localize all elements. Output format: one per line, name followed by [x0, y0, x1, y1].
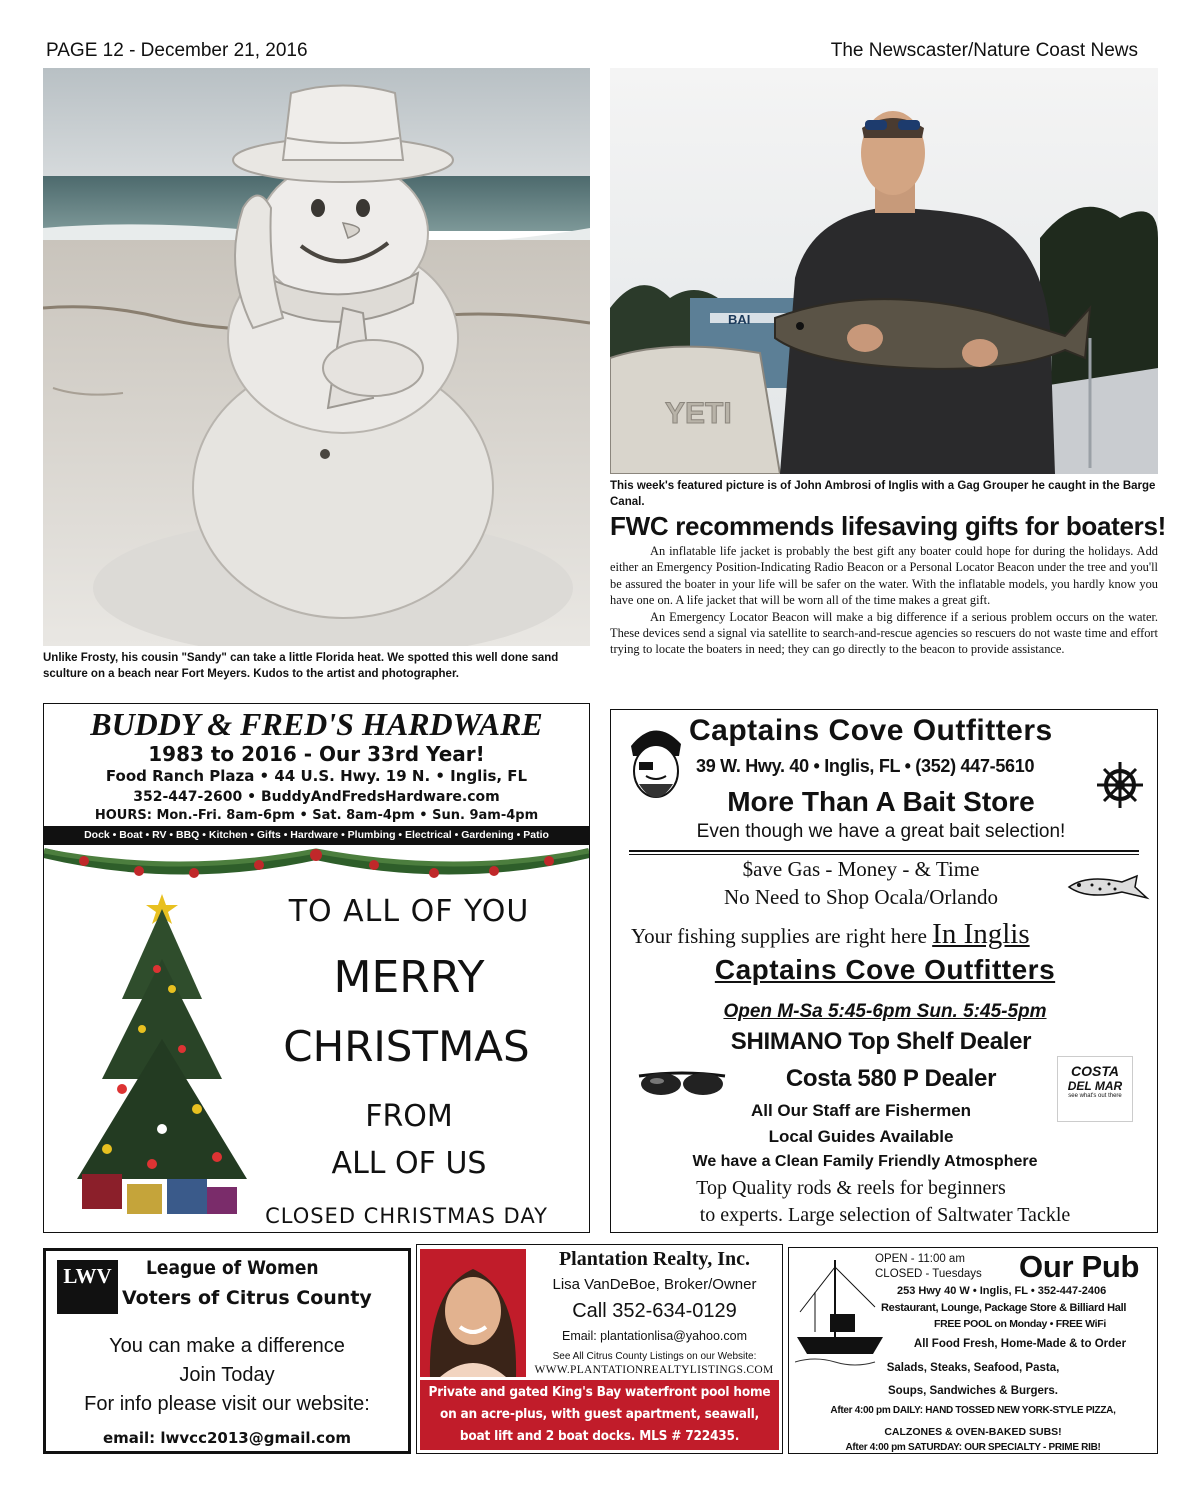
lwv-name-1: League of Women — [146, 1257, 319, 1279]
realty-ad — [416, 1244, 783, 1454]
sunglasses-icon — [637, 1068, 727, 1100]
page-header-right: The Newscaster/Nature Coast News — [830, 40, 1138, 61]
realty-name: Plantation Realty, Inc. — [558, 1248, 751, 1270]
sign-text: BAI — [728, 312, 751, 327]
hardware-hours: HOURS: Mon.-Fri. 8am-6pm • Sat. 8am-4pm • Sun. 9am-4pm — [94, 808, 539, 823]
costa-logo-word: COSTA — [1071, 1063, 1119, 1079]
lwv-logo: LWV — [57, 1260, 118, 1314]
pub-line-3: All Food Fresh, Home-Made & to Order — [913, 1338, 1127, 1350]
captains-name: Captains Cove Outfitters — [689, 714, 1053, 747]
pub-line-6: After 4:00 pm DAILY: HAND TOSSED NEW YORK-STYLE PIZZA, — [830, 1405, 1116, 1416]
captains-staff: All Our Staff are Fishermen — [750, 1101, 972, 1120]
snowman-photo — [43, 68, 590, 646]
greeting-line-2: MERRY — [333, 952, 485, 1003]
cooler-text: YETI — [665, 397, 732, 430]
fish-icon — [1067, 872, 1151, 902]
lwv-name-2: Voters of Citrus County — [122, 1287, 372, 1309]
article-paragraph-1: An inflatable life jacket is probably the best gift any boater could hope for during the holidays. Add either an Emergency Position-Indicating Radio Beacon or a Personal Locator Beacon under the tree and you'll be assured the boater in your life will be safer on the water. With the inflatable models, you hardly know you have one on. A life jacket that will be worn all of the time makes a great gift. — [610, 544, 1158, 608]
garland-decoration — [44, 845, 589, 885]
christmas-tree-image — [62, 889, 257, 1229]
captains-shimano: SHIMANO Top Shelf Dealer — [730, 1028, 1032, 1055]
captains-cove-ad — [610, 709, 1158, 1233]
greeting-line-1: TO ALL OF YOU — [288, 894, 530, 929]
article-headline: FWC recommends lifesaving gifts for boaters! — [610, 511, 1167, 541]
closed-notice: CLOSED CHRISTMAS DAY — [265, 1204, 548, 1228]
pub-address: 253 Hwy 40 W • Inglis, FL • 352-447-2406 — [897, 1285, 1107, 1297]
supplies-text: Your fishing supplies are right here — [631, 924, 933, 948]
pub-line-1: Restaurant, Lounge, Package Store & Billiard Hall — [881, 1302, 1127, 1314]
divider-line — [629, 850, 1139, 855]
pub-line-8: After 4:00 pm SATURDAY: OUR SPECIALTY - PRIME RIB! — [845, 1442, 1101, 1453]
captains-hours: Open M-Sa 5:45-6pm Sun. 5:45-5pm — [723, 1001, 1047, 1022]
hardware-years: 1983 to 2016 - Our 33rd Year! — [148, 742, 485, 766]
pub-closed: CLOSED - Tuesdays — [875, 1268, 982, 1280]
hardware-ad — [43, 703, 590, 1233]
pirate-logo — [621, 716, 689, 812]
captains-save: $ave Gas - Money - & Time — [742, 857, 980, 881]
greeting-line-5: ALL OF US — [331, 1146, 487, 1181]
costa-logo — [1057, 1056, 1133, 1122]
captains-costa: Costa 580 P Dealer — [785, 1065, 997, 1092]
realty-email: Email: plantationlisa@yahoo.com — [561, 1329, 747, 1343]
page-header-left: PAGE 12 - December 21, 2016 — [46, 40, 308, 61]
realty-listing: Private and gated King's Bay waterfront pool home on an acre-plus, with guest apartment, seawall, boat lift and 2 boat docks. MLS # 722435. — [420, 1380, 779, 1450]
captains-subtag: Even though we have a great bait selection! — [696, 821, 1066, 842]
costa-logo-sub: DEL MAR — [1067, 1079, 1123, 1093]
lwv-line-3: For info please visit our website: — [84, 1393, 370, 1415]
realty-see: See All Citrus County Listings on our Website: — [552, 1351, 757, 1362]
captains-name-2: Captains Cove Outfitters — [714, 954, 1056, 985]
fish-caption: This week's featured picture is of John Ambrosi of Inglis with a Gag Grouper he caught in the Barge Canal. — [610, 480, 1156, 509]
pub-name: Our Pub — [1019, 1249, 1140, 1284]
captains-atmosphere: We have a Clean Family Friendly Atmosphere — [692, 1153, 1038, 1170]
captains-tagline: More Than A Bait Store — [727, 786, 1035, 817]
pub-open: OPEN - 11:00 am — [875, 1253, 965, 1265]
costa-logo-tag: see what's out there — [1068, 1093, 1122, 1099]
lwv-line-2: Join Today — [179, 1364, 275, 1386]
captains-rods-2: to experts. Large selection of Saltwater Tackle — [699, 1204, 1071, 1226]
shrimp-boat-image — [795, 1252, 885, 1372]
captains-supplies — [631, 918, 1151, 951]
fisherman-photo — [610, 68, 1158, 474]
realty-web: WWW.PLANTATIONREALTYLISTINGS.COM — [534, 1364, 774, 1376]
lwv-email: email: lwvcc2013@gmail.com — [102, 1429, 352, 1447]
lwv-ad — [43, 1248, 411, 1454]
lwv-line-1: You can make a difference — [109, 1335, 345, 1357]
captains-guides: Local Guides Available — [768, 1127, 954, 1146]
greeting-line-4: FROM — [365, 1099, 453, 1134]
in-inglis-text: In Inglis — [932, 918, 1030, 950]
pub-line-5: Soups, Sandwiches & Burgers. — [888, 1385, 1058, 1397]
hardware-contact: 352-447-2600 • BuddyAndFredsHardware.com — [133, 789, 500, 805]
realty-broker: Lisa VanDeBoe, Broker/Owner — [552, 1276, 757, 1293]
pub-ad — [788, 1247, 1158, 1454]
captains-address: 39 W. Hwy. 40 • Inglis, FL • (352) 447-5610 — [696, 756, 1035, 776]
hardware-departments: Dock • Boat • RV • BBQ • Kitchen • Gifts • Hardware • Plumbing • Electrical • Gardening • Patio — [44, 826, 589, 845]
pub-line-7: CALZONES & OVEN-BAKED SUBS! — [884, 1426, 1062, 1438]
pub-line-4: Salads, Steaks, Seafood, Pasta, — [886, 1362, 1060, 1374]
ship-wheel-icon — [1095, 760, 1145, 810]
realty-call: Call 352-634-0129 — [572, 1300, 737, 1322]
captains-noneed: No Need to Shop Ocala/Orlando — [723, 885, 999, 909]
greeting-line-3: CHRISTMAS — [283, 1022, 530, 1071]
captains-rods-1: Top Quality rods & reels for beginners — [696, 1177, 1006, 1199]
pub-line-2: FREE POOL on Monday • FREE WiFi — [933, 1318, 1106, 1330]
agent-photo — [420, 1249, 526, 1377]
article-body — [610, 543, 1158, 658]
snowman-caption: Unlike Frosty, his cousin "Sandy" can take a little Florida heat. We spotted this well done sand sculture on a beach near Fort Meyers. Kudos to the artist and photographer. — [43, 652, 559, 681]
hardware-address: Food Ranch Plaza • 44 U.S. Hwy. 19 N. • Inglis, FL — [105, 767, 528, 785]
article-paragraph-2: An Emergency Locator Beacon will make a big difference if a serious problem occurs on the water. These devices send a signal via satellite to search-and-rescue agencies so rescuers do not waste time and effort trying to locate the boaters in need; they can go directly to the beacon to provide assistance. — [610, 609, 1158, 657]
hardware-name: BUDDY & FRED'S HARDWARE — [90, 706, 543, 742]
